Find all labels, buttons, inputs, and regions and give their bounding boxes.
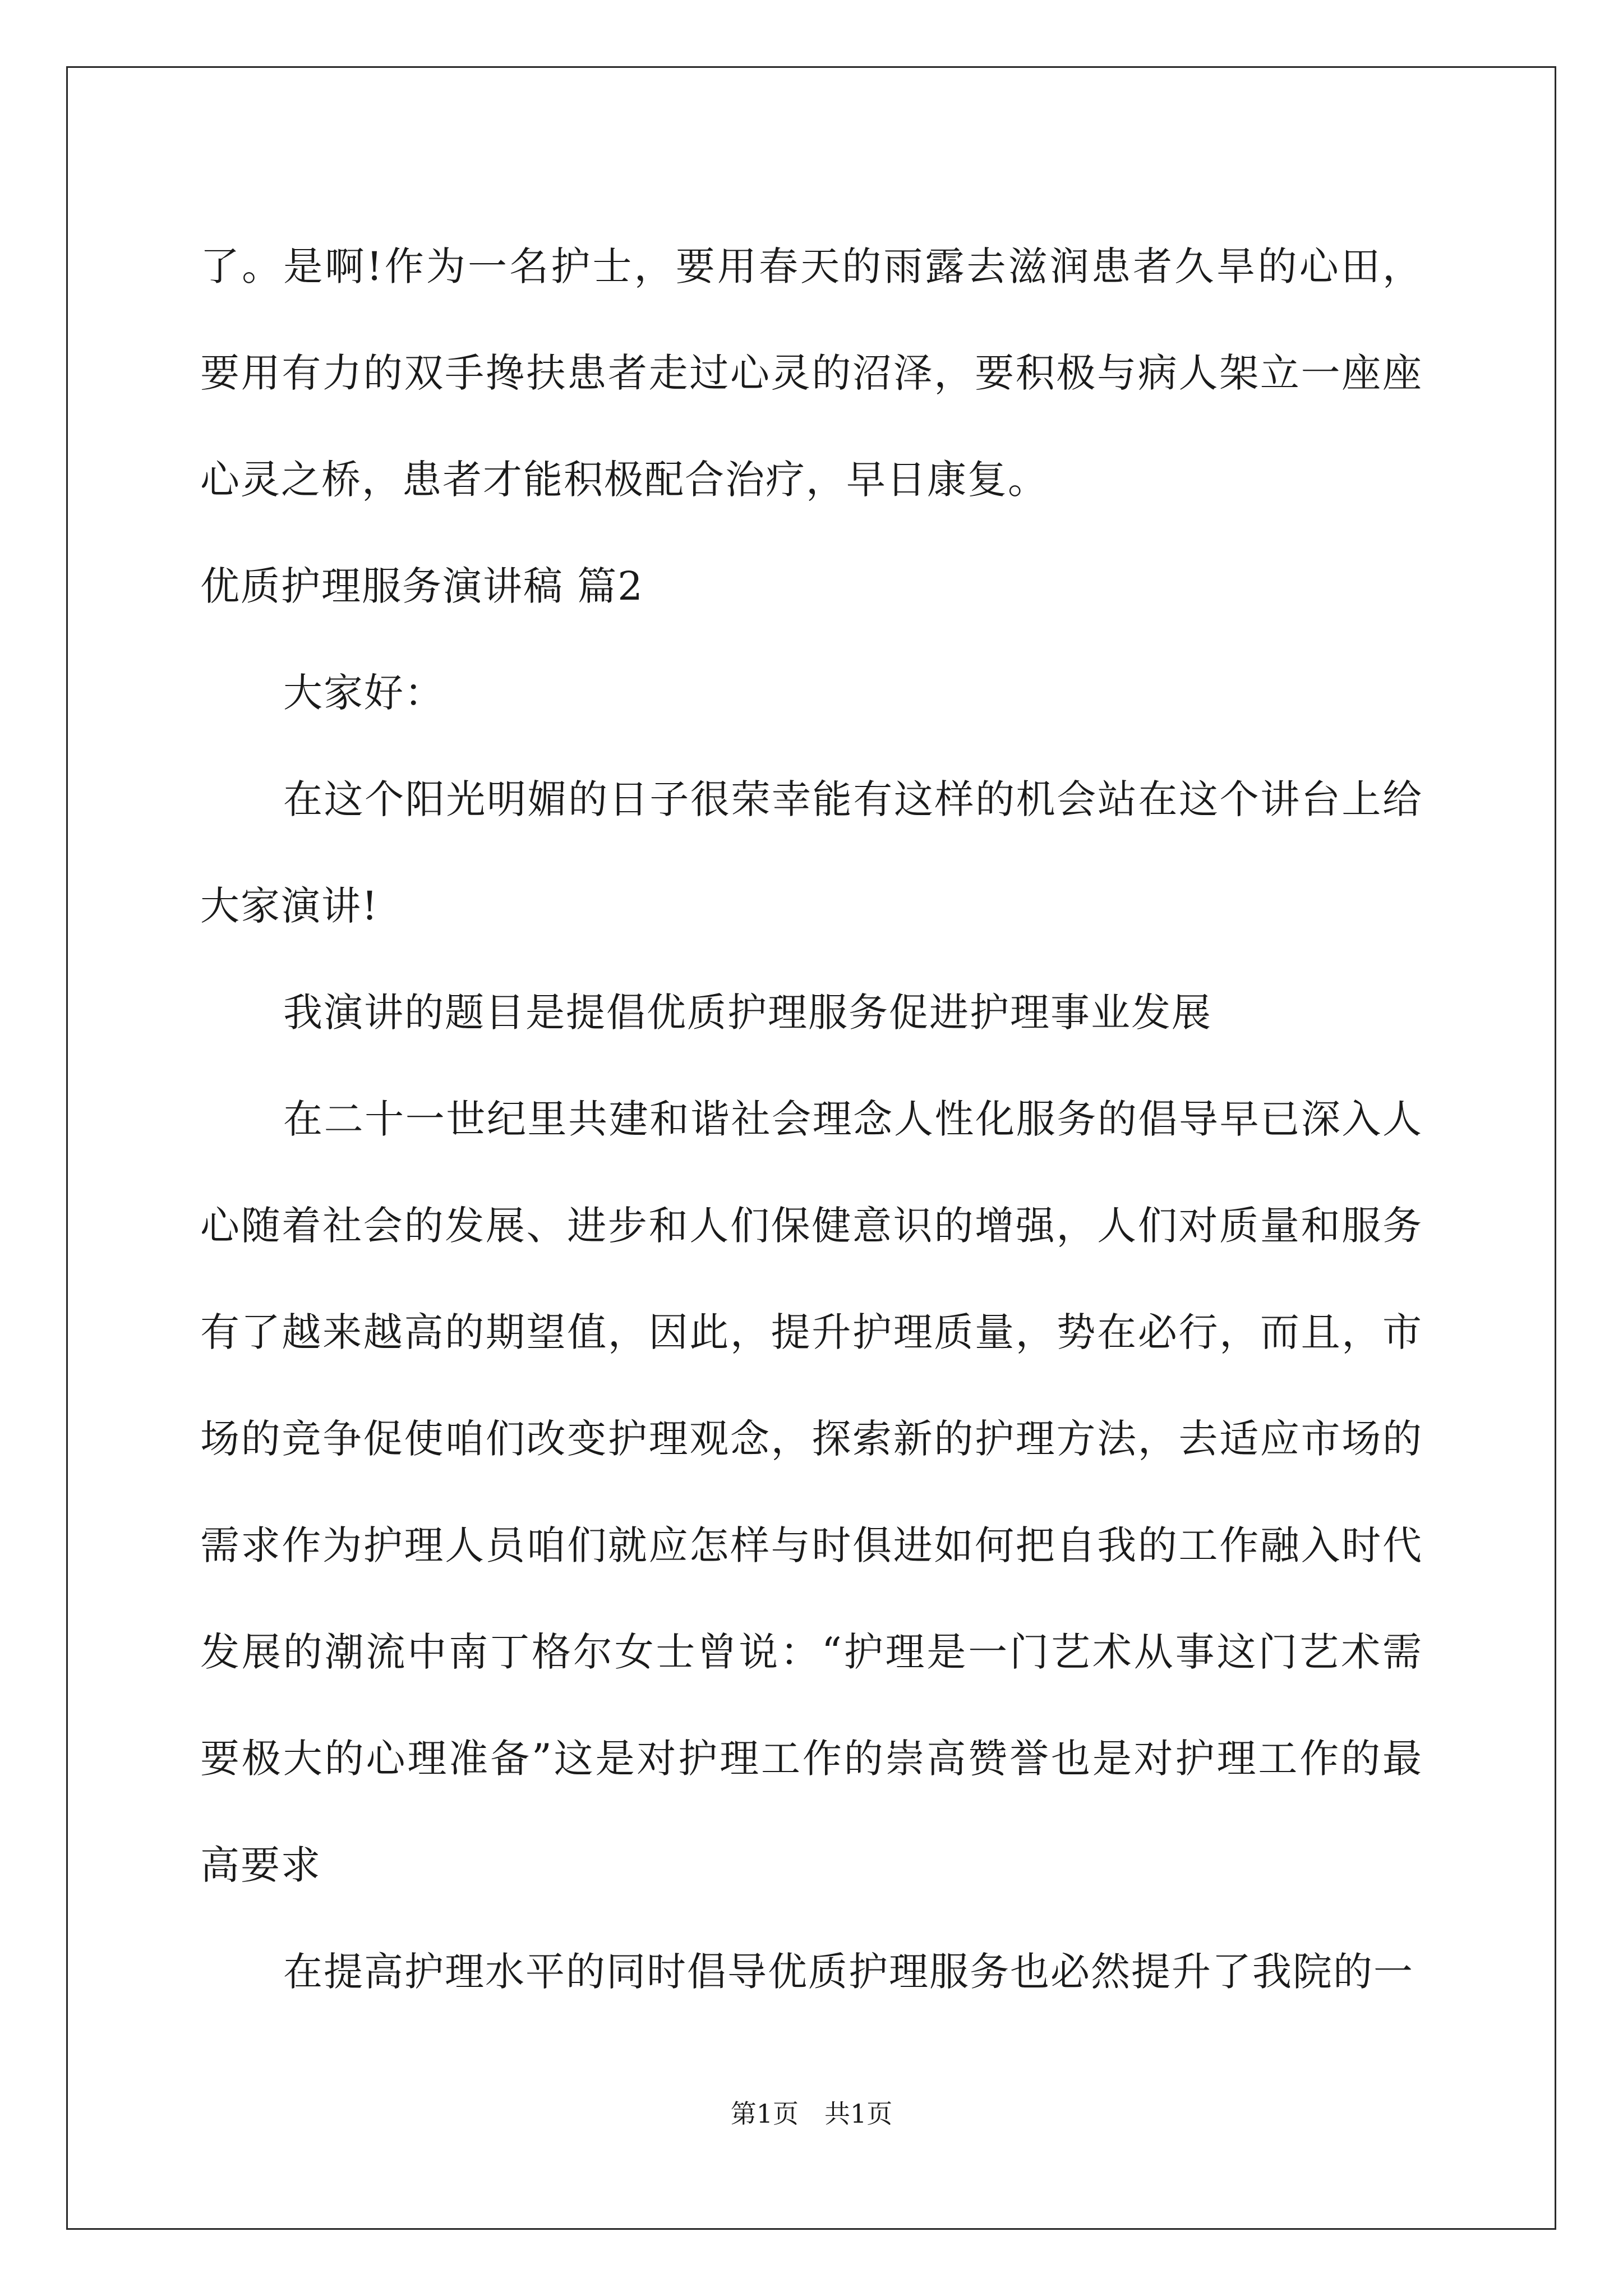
speech-title-line: 我演讲的题目是提倡优质护理服务促进护理事业发展 xyxy=(283,990,1212,1036)
document-body xyxy=(200,213,1423,2025)
greeting: 大家好： xyxy=(283,670,445,716)
paragraph: 在这个阳光明媚的日子很荣幸能有这样的机会站在这个讲台上给大家演讲! xyxy=(200,776,1423,929)
paragraph: 了。是啊!作为一名护士，要用春天的雨露去滋润患者久旱的心田，要用有力的双手搀扶患者走过心灵的沼泽，要积极与病人架立一座座心灵之桥，患者才能积极配合治疗，早日康复。 xyxy=(200,243,1423,503)
page-number: 第1页 xyxy=(730,2099,799,2129)
page-total: 共1页 xyxy=(824,2099,893,2129)
paragraph: 在提高护理水平的同时倡导优质护理服务也必然提升了我院的一 xyxy=(283,1949,1414,1995)
paragraph: 在二十一世纪里共建和谐社会理念人性化服务的倡导早已深入人心随着社会的发展、进步和人们保健意识的增强，人们对质量和服务有了越来越高的期望值，因此，提升护理质量，势在必行，而且，市场的竞争促使咱们改变护理观念，探索新的护理方法，去适应市场的需求作为护理人员咱们就应怎样与时俱进如何把自我的工作融入时代发展的潮流中南丁格尔女士曾说：“护理是一门艺术从事这门艺术需要极大的心理准备”这是对护理工作的崇高赞誉也是对护理工作的最高要求 xyxy=(200,1096,1423,1888)
page-footer xyxy=(0,2097,1623,2131)
section-heading: 优质护理服务演讲稿 篇2 xyxy=(200,563,644,609)
